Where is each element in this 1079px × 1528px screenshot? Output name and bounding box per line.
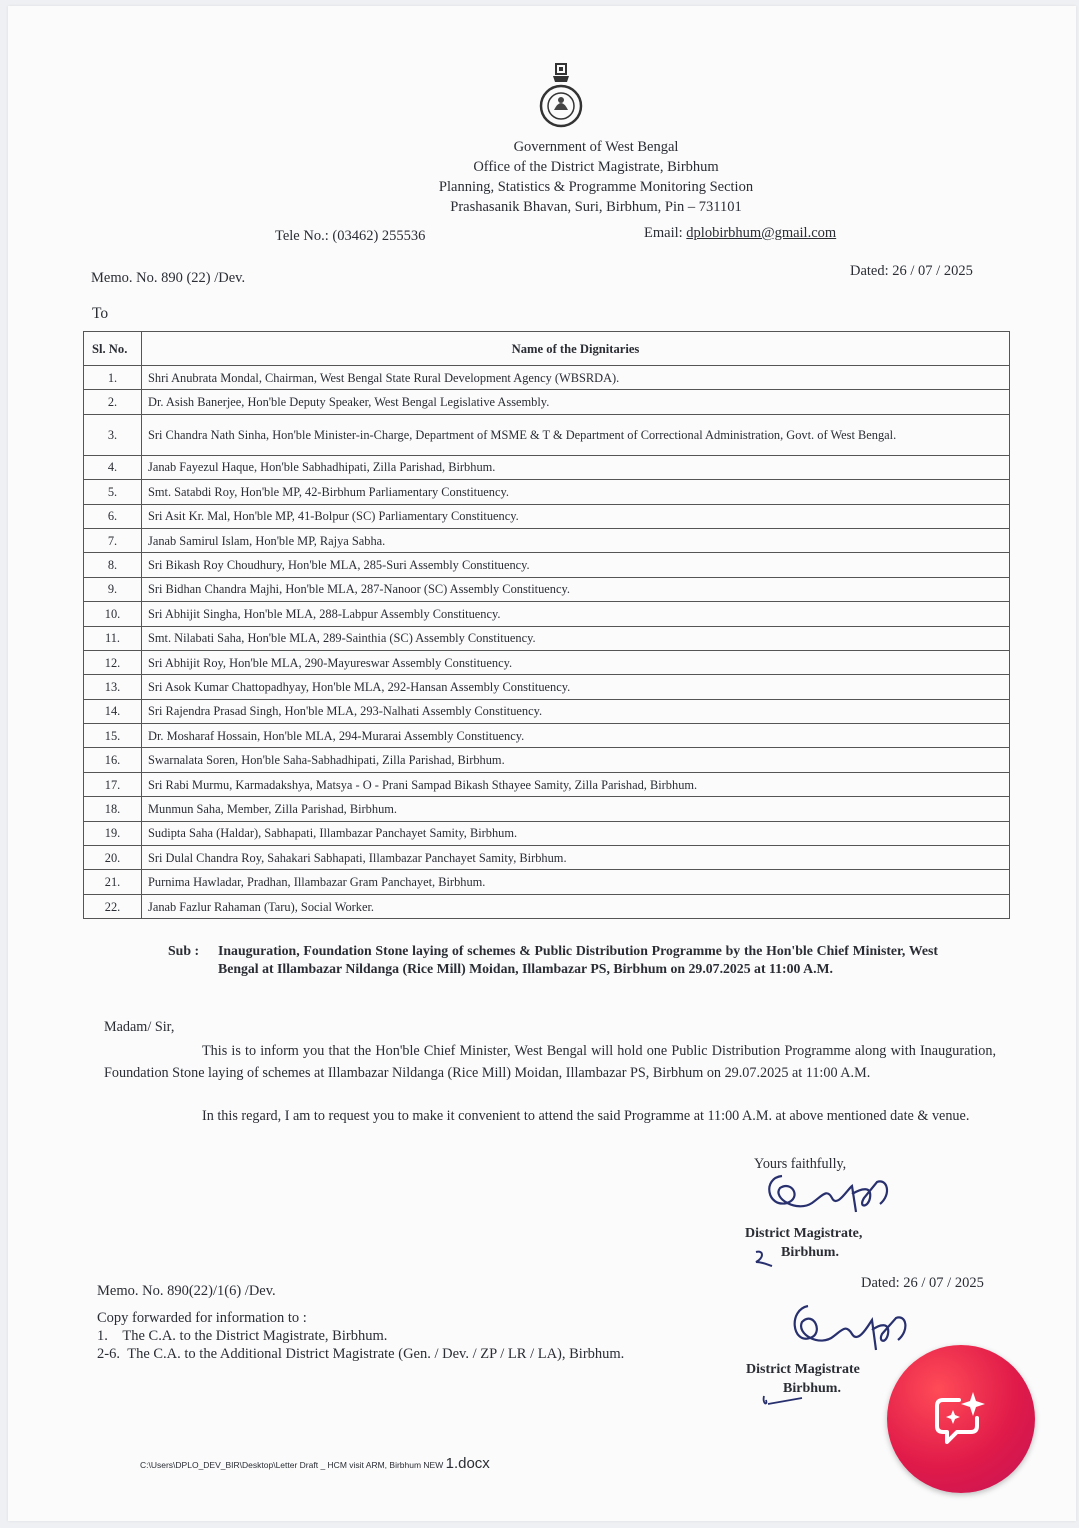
row-dignitary-name: Sri Abhijit Singha, Hon'ble MLA, 288-Labpur Assembly Constituency.: [142, 602, 1010, 626]
copy-dated: Dated: 26 / 07 / 2025: [861, 1275, 984, 1291]
header-government: [0, 137, 1079, 217]
column-header-name: Name of the Dignitaries: [142, 332, 1010, 366]
row-dignitary-name: Janab Fazlur Rahaman (Taru), Social Worker.: [142, 894, 1010, 918]
file-name: 1.docx: [445, 1455, 490, 1472]
row-sl-no: 9.: [84, 577, 142, 601]
table-row: [84, 528, 1010, 552]
body-paragraph-2: In this regard, I am to request you to make it convenient to attend the said Programme at 11:00 A.M. at above mentioned date & venue.: [202, 1108, 970, 1124]
row-sl-no: 14.: [84, 699, 142, 723]
row-sl-no: 12.: [84, 650, 142, 674]
header-line-2: Office of the District Magistrate, Birbhum: [473, 159, 719, 175]
row-sl-no: 8.: [84, 553, 142, 577]
table-row: [84, 504, 1010, 528]
header-line-1: Government of West Bengal: [513, 139, 679, 155]
table-row: [84, 650, 1010, 674]
table-row: [84, 724, 1010, 748]
memo-number: Memo. No. 890 (22) /Dev.: [91, 270, 246, 286]
copy-signatory-title: District Magistrate: [746, 1362, 860, 1377]
copy-item-1-text: The C.A. to the District Magistrate, Birbhum.: [122, 1328, 388, 1344]
table-row: [84, 894, 1010, 918]
table-row: [84, 699, 1010, 723]
table-row: [84, 414, 1010, 455]
copy-memo-number: Memo. No. 890(22)/1(6) /Dev.: [97, 1283, 276, 1299]
column-header-sl-no: Sl. No.: [84, 332, 142, 366]
row-sl-no: 6.: [84, 504, 142, 528]
email-line: [644, 225, 836, 242]
row-sl-no: 4.: [84, 455, 142, 479]
row-dignitary-name: Swarnalata Soren, Hon'ble Saha-Sabhadhipati, Zilla Parishad, Birbhum.: [142, 748, 1010, 772]
row-dignitary-name: Shri Anubrata Mondal, Chairman, West Bengal State Rural Development Agency (WBSRDA).: [142, 366, 1010, 390]
row-dignitary-name: Sri Abhijit Roy, Hon'ble MLA, 290-Mayureswar Assembly Constituency.: [142, 650, 1010, 674]
table-row: [84, 797, 1010, 821]
signatory-title: District Magistrate,: [745, 1226, 863, 1241]
table-row: [84, 748, 1010, 772]
copy-intro: Copy forwarded for information to :: [97, 1310, 307, 1326]
row-dignitary-name: Janab Samirul Islam, Hon'ble MP, Rajya Sabha.: [142, 528, 1010, 552]
header-line-4: Prashasanik Bhavan, Suri, Birbhum, Pin – 731101: [450, 199, 742, 215]
row-dignitary-name: Dr. Asish Banerjee, Hon'ble Deputy Speaker, West Bengal Legislative Assembly.: [142, 390, 1010, 414]
row-sl-no: 11.: [84, 626, 142, 650]
row-dignitary-name: Munmun Saha, Member, Zilla Parishad, Birbhum.: [142, 797, 1010, 821]
to-label: To: [92, 305, 109, 322]
row-dignitary-name: Janab Fayezul Haque, Hon'ble Sabhadhipati, Zilla Parishad, Birbhum.: [142, 455, 1010, 479]
row-sl-no: 18.: [84, 797, 142, 821]
tele-number: Tele No.: (03462) 255536: [275, 228, 426, 244]
copy-item-2: [97, 1346, 624, 1363]
table-row: [84, 626, 1010, 650]
row-dignitary-name: Smt. Satabdi Roy, Hon'ble MP, 42-Birbhum Parliamentary Constituency.: [142, 480, 1010, 504]
row-dignitary-name: Sri Rabi Murmu, Karmadakshya, Matsya - O - Prani Sampad Bikash Sthayee Samity, Zilla Parishad, Birbhum.: [142, 772, 1010, 796]
table-row: [84, 553, 1010, 577]
row-sl-no: 20.: [84, 846, 142, 870]
row-sl-no: 19.: [84, 821, 142, 845]
row-sl-no: 21.: [84, 870, 142, 894]
row-sl-no: 16.: [84, 748, 142, 772]
copy-item-2-text: The C.A. to the Additional District Magistrate (Gen. / Dev. / ZP / LR / LA), Birbhum.: [127, 1346, 625, 1362]
subject-block: [168, 942, 938, 977]
row-sl-no: 1.: [84, 366, 142, 390]
ai-sparkle-chat-icon: [931, 1390, 991, 1448]
row-dignitary-name: Purnima Hawladar, Pradhan, Illambazar Gram Panchayet, Birbhum.: [142, 870, 1010, 894]
table-row: [84, 366, 1010, 390]
row-sl-no: 3.: [84, 414, 142, 455]
header-line-3: Planning, Statistics & Programme Monitoring Section: [438, 179, 754, 195]
row-dignitary-name: Sri Bidhan Chandra Majhi, Hon'ble MLA, 287-Nanoor (SC) Assembly Constituency.: [142, 577, 1010, 601]
table-row: [84, 675, 1010, 699]
row-sl-no: 13.: [84, 675, 142, 699]
dignitaries-table: [83, 331, 1010, 919]
signatory-place: Birbhum.: [781, 1245, 839, 1260]
table-row: [84, 390, 1010, 414]
closing-text: Yours faithfully,: [754, 1156, 847, 1172]
table-header-row: [84, 332, 1010, 366]
row-sl-no: 15.: [84, 724, 142, 748]
row-dignitary-name: Smt. Nilabati Saha, Hon'ble MLA, 289-Sainthia (SC) Assembly Constituency.: [142, 626, 1010, 650]
table-row: [84, 577, 1010, 601]
subject-text: Inauguration, Foundation Stone laying of schemes & Public Distribution Programme by the Hon'ble Chief Minister, West Bengal at Illambazar Nildanga (Rice Mill) Moidan, Illambazar PS, Birbhum on 29.07.2025 at 11:00 A.M.: [218, 943, 938, 976]
row-dignitary-name: Sri Chandra Nath Sinha, Hon'ble Minister-in-Charge, Department of MSME & T & Department of Correctional Administration, Govt. of West Bengal.: [142, 414, 1010, 455]
row-dignitary-name: Sri Dulal Chandra Roy, Sahakari Sabhapati, Illambazar Panchayet Samity, Birbhum.: [142, 846, 1010, 870]
copy-signatory-place: Birbhum.: [783, 1381, 841, 1396]
memo-dated: Dated: 26 / 07 / 2025: [850, 263, 973, 279]
row-dignitary-name: Sri Rajendra Prasad Singh, Hon'ble MLA, 293-Nalhati Assembly Constituency.: [142, 699, 1010, 723]
row-dignitary-name: Sri Bikash Roy Choudhury, Hon'ble MLA, 285-Suri Assembly Constituency.: [142, 553, 1010, 577]
initials-mark: [750, 1248, 778, 1272]
copy-item-1-no: 1.: [97, 1328, 108, 1344]
email-link[interactable]: dplobirbhum@gmail.com: [686, 225, 837, 241]
initials-mark-2: [758, 1390, 808, 1412]
table-row: [84, 821, 1010, 845]
state-emblem-icon: [537, 62, 585, 128]
salutation: Madam/ Sir,: [104, 1019, 175, 1035]
row-sl-no: 5.: [84, 480, 142, 504]
signature-image: [752, 1168, 912, 1228]
file-path-footer: [140, 1455, 490, 1472]
row-sl-no: 7.: [84, 528, 142, 552]
body-paragraph-1: This is to inform you that the Hon'ble Chief Minister, West Bengal will hold one Public Distribution Programme along with Inauguration, Foundation Stone laying of schemes at Illambazar Nildanga (Rice Mill) Moidan, Illambazar PS, Birbhum on 29.07.2025 at 11:00 A.M.: [104, 1043, 996, 1081]
row-dignitary-name: Sri Asit Kr. Mal, Hon'ble MP, 41-Bolpur (SC) Parliamentary Constituency.: [142, 504, 1010, 528]
table-row: [84, 602, 1010, 626]
copy-item-2-no: 2-6.: [97, 1346, 120, 1362]
row-sl-no: 2.: [84, 390, 142, 414]
table-row: [84, 846, 1010, 870]
table-row: [84, 870, 1010, 894]
row-sl-no: 22.: [84, 894, 142, 918]
table-row: [84, 480, 1010, 504]
row-dignitary-name: Sudipta Saha (Haldar), Sabhapati, Illambazar Panchayet Samity, Birbhum.: [142, 821, 1010, 845]
row-dignitary-name: Dr. Mosharaf Hossain, Hon'ble MLA, 294-Murarai Assembly Constituency.: [142, 724, 1010, 748]
ai-assistant-button[interactable]: [887, 1345, 1035, 1493]
row-sl-no: 17.: [84, 772, 142, 796]
email-label: Email:: [644, 225, 687, 241]
table-row: [84, 455, 1010, 479]
signature-image-2: [780, 1300, 920, 1366]
row-sl-no: 10.: [84, 602, 142, 626]
row-dignitary-name: Sri Asok Kumar Chattopadhyay, Hon'ble MLA, 292-Hansan Assembly Constituency.: [142, 675, 1010, 699]
subject-label: Sub :: [168, 943, 200, 958]
table-row: [84, 772, 1010, 796]
file-path: C:\Users\DPLO_DEV_BIR\Desktop\Letter Draft _ HCM visit ARM, Birbhum NEW: [140, 1460, 446, 1470]
table-body: [84, 366, 1010, 919]
copy-item-1: [97, 1328, 387, 1345]
